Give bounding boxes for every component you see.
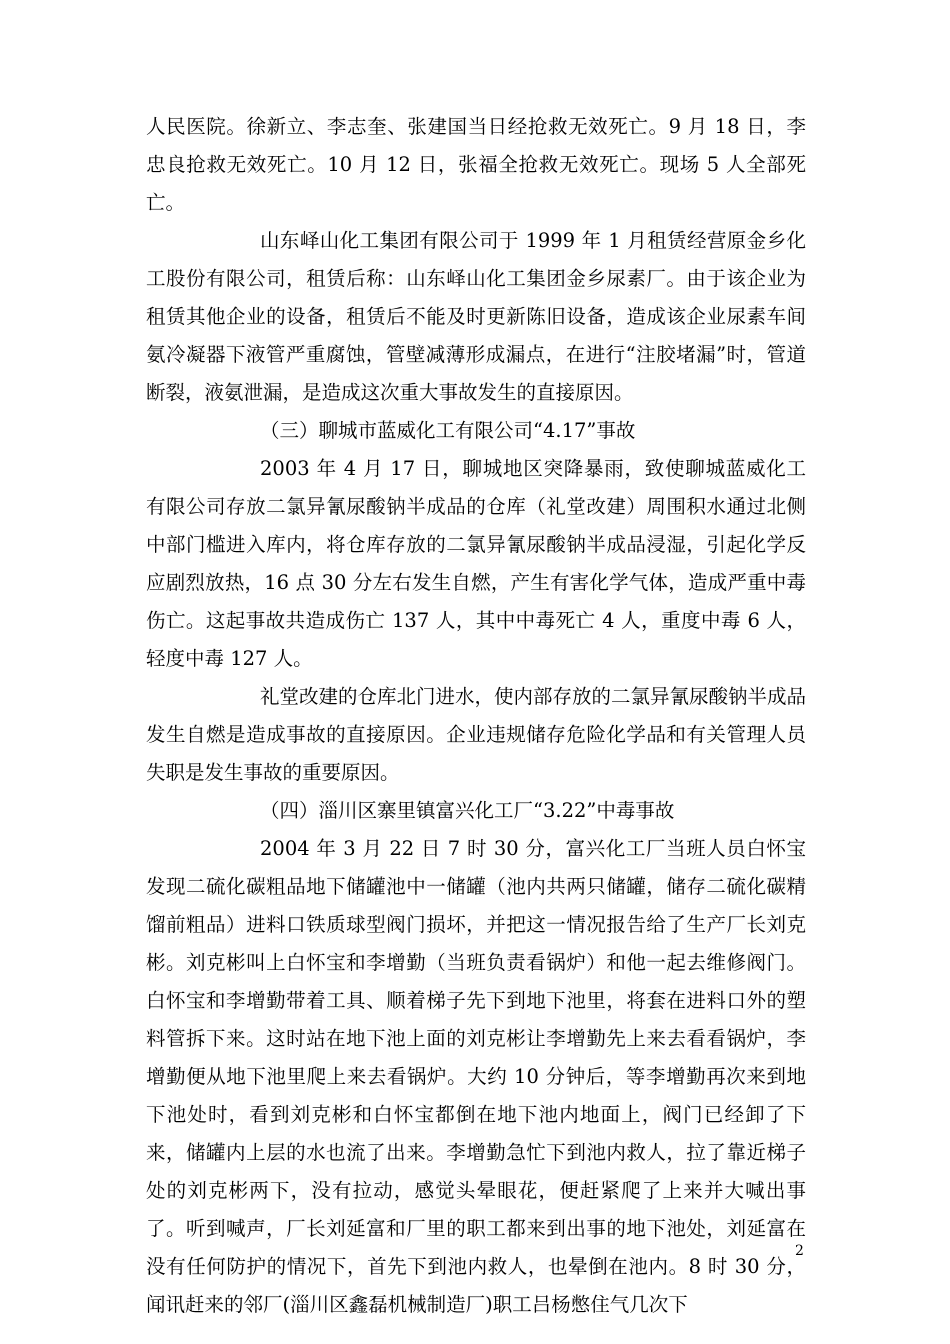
paragraph-fuxing-incident: 2004 年 3 月 22 日 7 时 30 分，富兴化工厂当班人员白怀宝发现二硫化碳粗品地下储罐池中一储罐（池内共两只储罐，储存二硫化碳精馏前粗品）进料口铁质球型阀门损坏，并把这一情况报告给了生产厂长刘克彬。刘克彬叫上白怀宝和李增勤（当班负责看锅炉）和他一起去维修阀门。白怀宝和李增勤带着工具、顺着梯子先下到地下池里，将套在进料口外的塑料管拆下来。这时站在地下池上面的刘克彬让李增勤先上来去看看锅炉，李增勤便从地下池里爬上来去看锅炉。大约 10 分钟后，等李增勤再次来到地下池处时，看到刘克彬和白怀宝都倒在地下池内地面上，阀门已经卸了下来，储罐内上层的水也流了出来。李增勤急忙下到池内救人，拉了靠近梯子处的刘克彬两下，没有拉动，感觉头晕眼花，便赶紧爬了上来并大喊出事了。听到喊声，厂长刘延富和厂里的职工都来到出事的地下池处，刘延富在没有任何防护的情况下，首先下到池内救人，也晕倒在池内。8 时 30 分，闻讯赶来的邻厂(淄川区鑫磊机械制造厂)职工吕杨憋住气几次下 bbox=[146, 837, 806, 1316]
page-number: 2 bbox=[795, 1243, 804, 1259]
document-page bbox=[146, 108, 806, 1324]
paragraph-continuation: 人民医院。徐新立、李志奎、张建国当日经抢救无效死亡。9 月 18 日，李忠良抢救无效死亡。10 月 12 日，张福全抢救无效死亡。现场 5 人全部死亡。 bbox=[146, 115, 806, 214]
paragraph-lanwei-incident: 2003 年 4 月 17 日，聊城地区突降暴雨，致使聊城蓝威化工有限公司存放二氯异氰尿酸钠半成品的仓库（礼堂改建）周围积水通过北侧中部门槛进入库内，将仓库存放的二氯异氰尿酸钠半成品浸湿，引起化学反应剧烈放热，16 点 30 分左右发生自燃，产生有害化学气体，造成严重中毒伤亡。这起事故共造成伤亡 137 人，其中中毒死亡 4 人，重度中毒 6 人，轻度中毒 127 人。 bbox=[146, 457, 806, 670]
section-heading-four: （四）淄川区寨里镇富兴化工厂“3.22”中毒事故 bbox=[260, 799, 675, 822]
section-heading-three: （三）聊城市蓝威化工有限公司“4.17”事故 bbox=[260, 419, 636, 442]
paragraph-yishan-cause: 山东峄山化工集团有限公司于 1999 年 1 月租赁经营原金乡化工股份有限公司，租赁后称：山东峄山化工集团金乡尿素厂。由于该企业为租赁其他企业的设备，租赁后不能及时更新陈旧设备，造成该企业尿素车间氨冷凝器下液管严重腐蚀，管壁减薄形成漏点，在进行“注胶堵漏”时，管道断裂，液氨泄漏，是造成这次重大事故发生的直接原因。 bbox=[146, 229, 806, 404]
paragraph-lanwei-cause: 礼堂改建的仓库北门进水，使内部存放的二氯异氰尿酸钠半成品发生自燃是造成事故的直接原因。企业违规储存危险化学品和有关管理人员失职是发生事故的重要原因。 bbox=[146, 685, 807, 784]
